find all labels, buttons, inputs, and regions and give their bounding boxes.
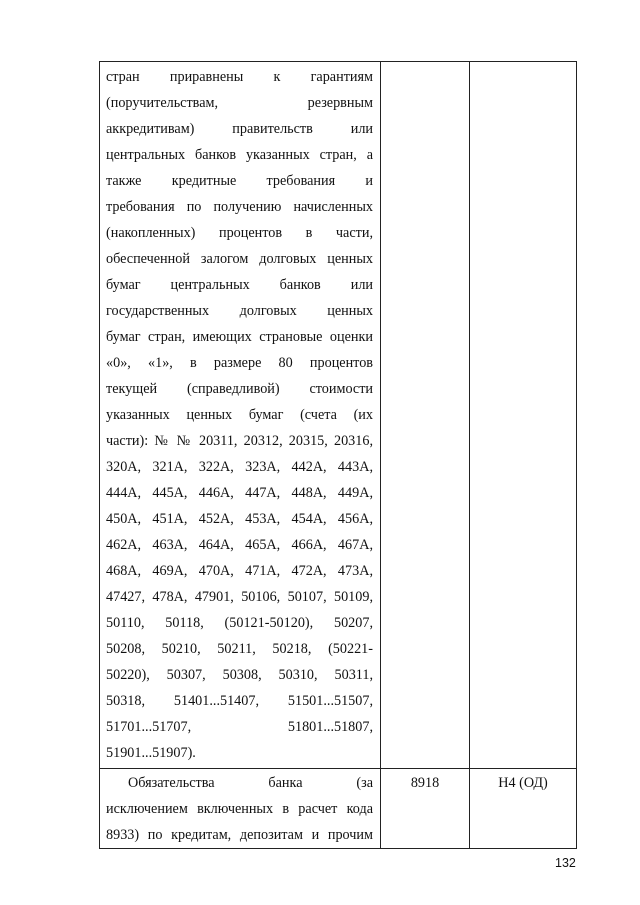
table-row	[100, 769, 577, 849]
text-line: 468А, 469А, 470А, 471А, 472А, 473А,	[106, 563, 373, 579]
text-line: 462А, 463А, 464А, 465А, 466А, 467А,	[106, 537, 373, 553]
text-line: требования по получению начисленных	[106, 199, 373, 215]
text-line: 51701...51707, 51801...51807,	[106, 719, 373, 735]
description-cell	[100, 62, 381, 769]
text-line: Обязательства банка (за	[128, 775, 373, 791]
code-cell	[381, 769, 470, 849]
code-cell	[381, 62, 470, 769]
text-line: бумаг стран, имеющих страновые оценки	[106, 329, 373, 345]
page-number: 132	[555, 856, 576, 870]
text-line: 450А, 451А, 452А, 453А, 454А, 456А,	[106, 511, 373, 527]
text-line: исключением включенных в расчет кода	[106, 801, 373, 817]
text-line: (поручительствам, резервным	[106, 95, 373, 111]
description-cell	[100, 769, 381, 849]
code-value: 8918	[410, 775, 440, 791]
text-line: «0», «1», в размере 80 процентов	[106, 355, 373, 371]
text-line: государственных долговых ценных	[106, 303, 373, 319]
text-line: бумаг центральных банков или	[106, 277, 373, 293]
text-line: 50318, 51401...51407, 51501...51507,	[106, 693, 373, 709]
text-line: (накопленных) процентов в части,	[106, 225, 373, 241]
text-line: части): № № 20311, 20312, 20315, 20316,	[106, 433, 373, 449]
code-value	[381, 62, 469, 63]
text-line: 50208, 50210, 50211, 50218, (50221-	[106, 641, 373, 657]
text-line: стран приравнены к гарантиям	[106, 69, 373, 85]
document-table	[99, 61, 577, 849]
text-line: 444А, 445А, 446А, 447А, 448А, 449А,	[106, 485, 373, 501]
text-line: 51901...51907).	[106, 745, 196, 761]
text-line: 50220), 50307, 50308, 50310, 50311,	[106, 667, 373, 683]
text-line: 8933) по кредитам, депозитам и прочим	[106, 827, 373, 843]
description-text	[100, 769, 380, 848]
table-row	[100, 62, 577, 769]
text-line: аккредитивам) правительств или	[106, 121, 373, 137]
text-line: 50110, 50118, (50121-50120), 50207,	[106, 615, 373, 631]
description-text	[100, 62, 380, 766]
text-line: центральных банков указанных стран, а	[106, 147, 373, 163]
norm-value	[470, 62, 576, 63]
text-line: указанных ценных бумаг (счета (их	[106, 407, 373, 423]
text-line: 320А, 321А, 322А, 323А, 442А, 443А,	[106, 459, 373, 475]
text-line: также кредитные требования и	[106, 173, 373, 189]
text-line: текущей (справедливой) стоимости	[106, 381, 373, 397]
norm-cell	[470, 62, 577, 769]
text-line: обеспеченной залогом долговых ценных	[106, 251, 373, 267]
norm-cell	[470, 769, 577, 849]
norm-value: Н4 (ОД)	[498, 775, 548, 791]
text-line: 47427, 478А, 47901, 50106, 50107, 50109,	[106, 589, 373, 605]
